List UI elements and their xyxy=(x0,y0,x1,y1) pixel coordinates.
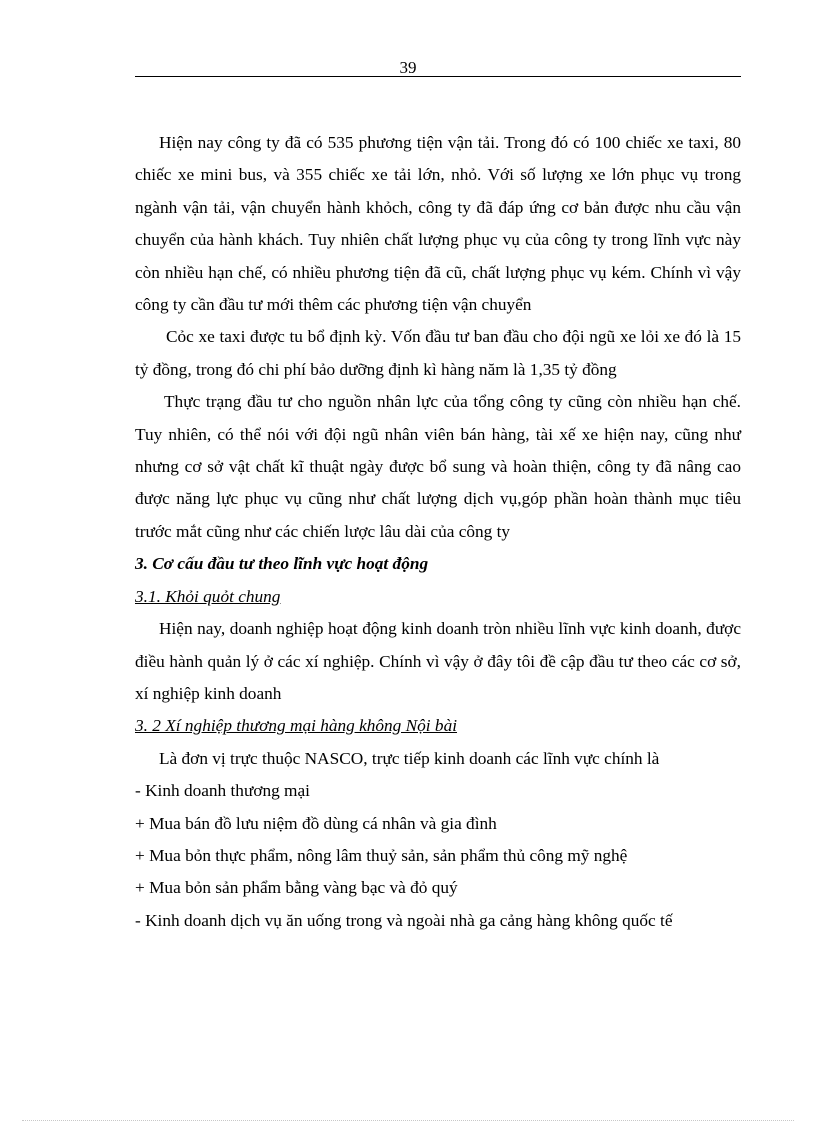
list-item: - Kinh doanh dịch vụ ăn uống trong và ngoài nhà ga cảng hàng không quốc tế xyxy=(135,910,673,930)
document-body xyxy=(135,127,741,937)
list-item: - Kinh doanh thương mại xyxy=(135,781,310,801)
list-item: + Mua bỏn thực phẩm, nông lâm thuỷ sản, sản phẩm thủ công mỹ nghệ xyxy=(135,845,628,865)
page-number: 39 xyxy=(399,58,417,77)
section-heading: 3. Cơ cấu đầu tư theo lĩnh vực hoạt động xyxy=(135,554,429,574)
list-item: + Mua bán đồ lưu niệm đồ dùng cá nhân và gia đình xyxy=(135,813,497,833)
paragraph-human-resources: Thực trạng đầu tư cho nguồn nhân lực của tổng công ty cũng còn nhiều hạn chế. Tuy nhiên, có thể nói với đội ngũ nhân viên bán hàng, tài xế xe hiện nay, cũng như nhưng cơ sở vật chất kĩ thuật ngày được bổ sung và hoàn thiện, công ty đã nâng cao được năng lực phục vụ cũng như chất lượng dịch vụ,góp phần hoàn thành mục tiêu trước mắt cũng như các chiến lược lâu dài của công ty xyxy=(135,392,741,541)
list-item: + Mua bỏn sản phẩm bằng vàng bạc và đỏ quý xyxy=(135,878,458,898)
paragraph-taxi-investment: Cỏc xe taxi được tu bổ định kỳ. Vốn đầu tư ban đầu cho đội ngũ xe lỏi xe đó là 15 tỷ đồng, trong đó chi phí bảo dưỡng định kì hàng năm là 1,35 tỷ đồng xyxy=(135,327,741,379)
subsection-heading-enterprise: 3. 2 Xí nghiệp thương mại hàng không Nội bài xyxy=(135,716,458,736)
paragraph-enterprise-intro: Là đơn vị trực thuộc NASCO, trực tiếp kinh doanh các lĩnh vực chính là xyxy=(159,748,660,768)
paragraph-overview: Hiện nay, doanh nghiệp hoạt động kinh doanh tròn nhiều lĩnh vực kinh doanh, được điều hành quản lý ở các xí nghiệp. Chính vì vậy ở đây tôi đề cập đầu tư theo các cơ sở, xí nghiệp kinh doanh xyxy=(135,619,741,703)
header-rule xyxy=(135,76,741,77)
subsection-heading-overview: 3.1. Khỏi quỏt chung xyxy=(135,586,281,606)
footer-rule xyxy=(22,1120,794,1121)
paragraph-vehicles: Hiện nay công ty đã có 535 phương tiện vận tải. Trong đó có 100 chiếc xe taxi, 80 chiếc xe mini bus, và 355 chiếc xe tải lớn, nhỏ. Với số lượng xe lớn phục vụ trong ngành vận tải, vận chuyển hành khỏch, công ty đã đáp ứng cơ bản được nhu cầu vận chuyển của hành khách. Tuy nhiên chất lượng phục vụ của công ty trong lĩnh vực này còn nhiều hạn chế, có nhiều phương tiện đã cũ, chất lượng phục vụ kém. Chính vì vậy công ty cần đầu tư mới thêm các phương tiện vận chuyển xyxy=(135,133,741,315)
